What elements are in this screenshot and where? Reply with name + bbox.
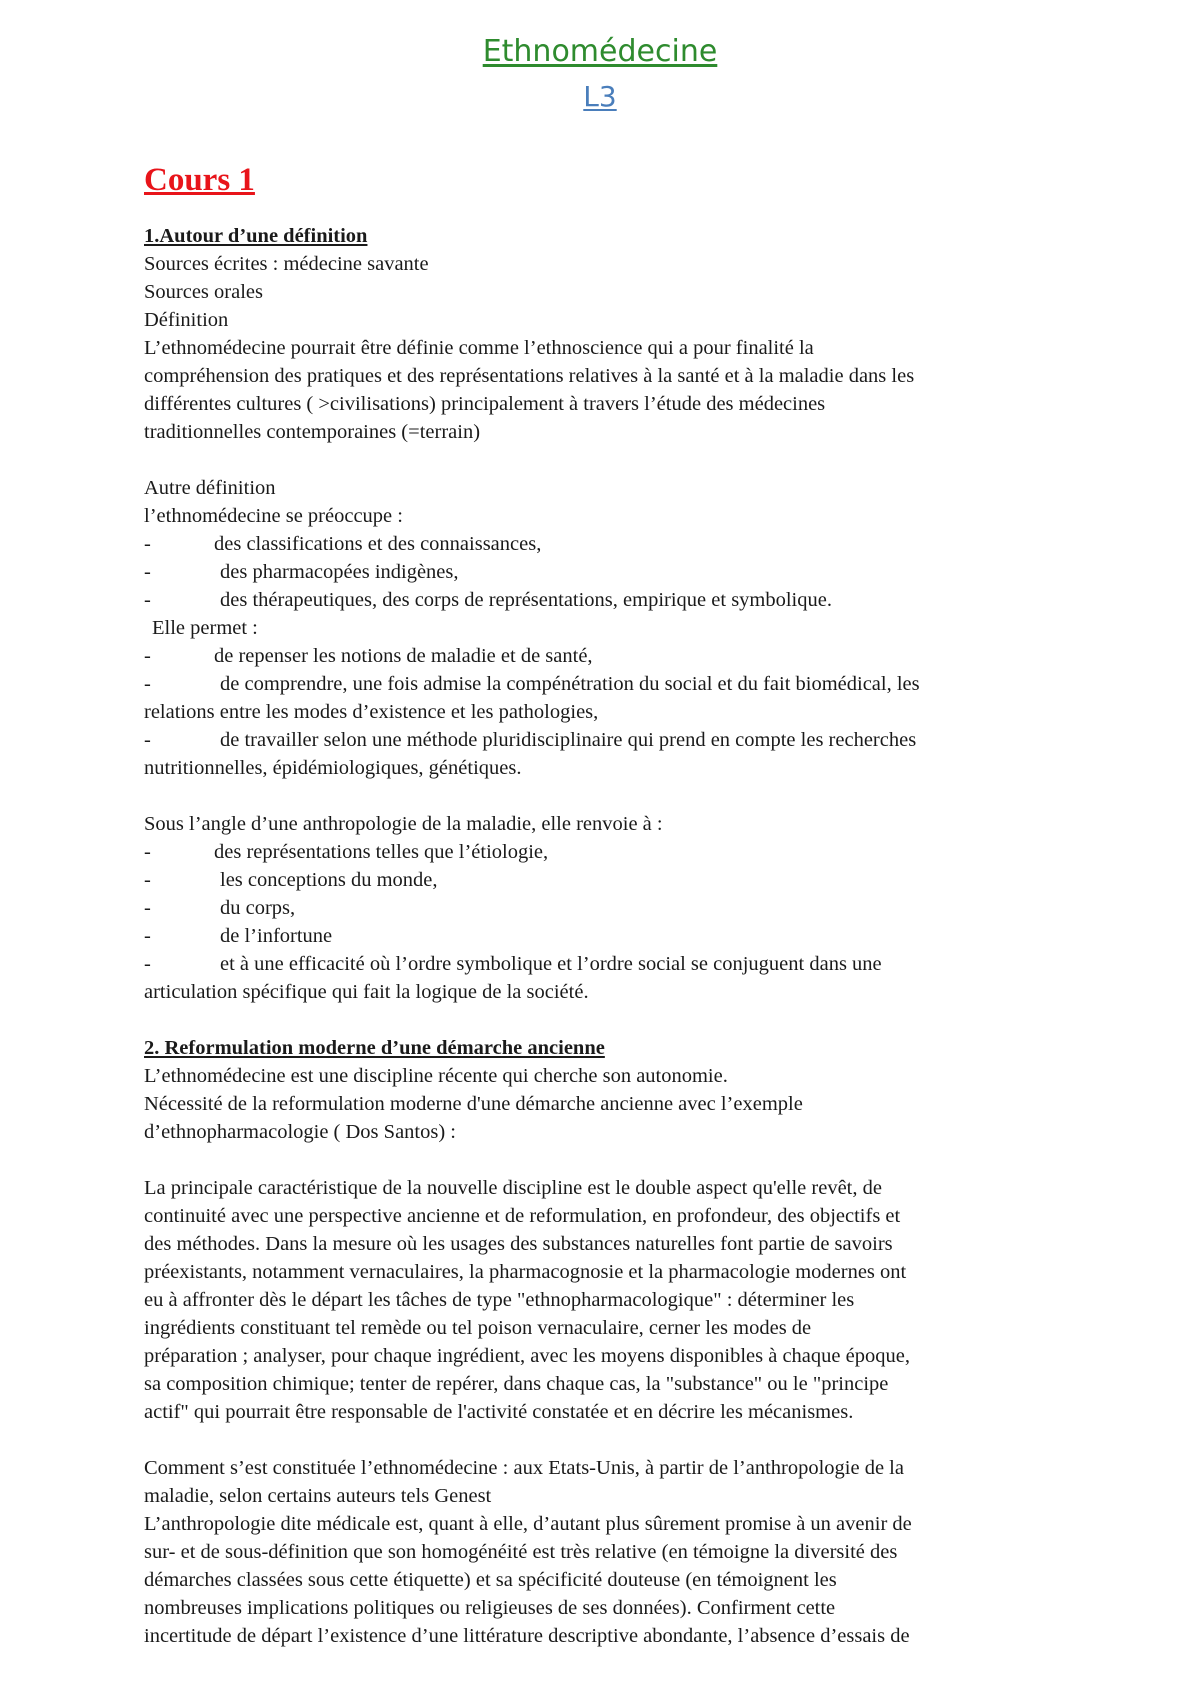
dash-marker: - [144,953,151,975]
text-line: articulation spécifique qui fait la logique de la société. [144,981,589,1003]
text-line: Comment s’est constituée l’ethnomédecine : aux Etats-Unis, à partir de l’anthropologie de la [144,1457,904,1479]
text-line: maladie, selon certains auteurs tels Genest [144,1485,492,1507]
list-item [144,894,1074,922]
text-line: continuité avec une perspective ancienne et de reformulation, en profondeur, des objectifs et [144,1205,901,1227]
text-line: relations entre les modes d’existence et les pathologies, [144,701,599,723]
list-item-text: des thérapeutiques, des corps de représentations, empirique et symbolique. [220,589,832,611]
dash-marker: - [144,869,151,891]
text-line: des méthodes. Dans la mesure où les usages des substances naturelles font partie de savoirs [144,1233,893,1255]
dash-marker: - [144,897,151,919]
text-line: L’ethnomédecine pourrait être définie comme l’ethnoscience qui a pour finalité la [144,337,814,359]
list-item-text: du corps, [220,897,296,919]
text-line: Sous l’angle d’une anthropologie de la maladie, elle renvoie à : [144,813,663,835]
list-item [144,950,1074,978]
section-heading-2: 2. Reformulation moderne d’une démarche ancienne [144,1037,605,1059]
text-line: nombreuses implications politiques ou religieuses de ses données). Confirment cette [144,1597,836,1619]
text-line: L’ethnomédecine est une discipline récente qui cherche son autonomie. [144,1065,728,1087]
list-item [144,726,1074,754]
list-item [144,922,1074,950]
list-item-text: des classifications et des connaissances, [214,533,542,555]
text-line: sur- et de sous-définition que son homogénéité est très relative (en témoigne la diversité des [144,1541,898,1563]
list-item-text: de travailler selon une méthode pluridisciplinaire qui prend en compte les recherches [220,729,917,751]
list-item-text: de comprendre, une fois admise la compénétration du social et du fait biomédical, les [220,673,920,695]
dash-marker: - [144,561,151,583]
list-item-text: des pharmacopées indigènes, [220,561,459,583]
document-title: Ethnomédecine [482,34,718,69]
text-line: d’ethnopharmacologie ( Dos Santos) : [144,1121,456,1143]
spacer [144,1426,1074,1454]
text-line: Autre définition [144,477,276,499]
list-item-text: et à une efficacité où l’ordre symbolique et l’ordre social se conjuguent dans une [220,953,882,975]
text-line: sa composition chimique; tenter de repérer, dans chaque cas, la "substance" ou le "principe [144,1373,889,1395]
list-item [144,586,1074,614]
list-item-text: les conceptions du monde, [220,869,438,891]
text-line: Elle permet : [152,617,258,639]
list-item [144,558,1074,586]
text-line: Sources orales [144,281,263,303]
text-line: actif" qui pourrait être responsable de l'activité constatée et en décrire les mécanismes. [144,1401,854,1423]
text-line: traditionnelles contemporaines (=terrain) [144,421,481,443]
dash-marker: - [144,533,151,555]
text-line: nutritionnelles, épidémiologiques, génétiques. [144,757,522,779]
text-line: compréhension des pratiques et des représentations relatives à la santé et à la maladie dans les [144,365,915,387]
document-subtitle: L3 [583,80,617,113]
text-line: l’ethnomédecine se préoccupe : [144,505,403,527]
list-item [144,866,1074,894]
text-line: préexistants, notamment vernaculaires, la pharmacognosie et la pharmacologie modernes ont [144,1261,907,1283]
text-line: Sources écrites : médecine savante [144,253,429,275]
dash-marker: - [144,645,151,667]
list-item [144,838,1074,866]
spacer [144,1146,1074,1174]
document-body [144,160,1074,1650]
spacer [144,782,1074,810]
dash-marker: - [144,925,151,947]
dash-marker: - [144,589,151,611]
list-item-text: des représentations telles que l’étiologie, [214,841,549,863]
dash-marker: - [144,729,151,751]
text-line: La principale caractéristique de la nouvelle discipline est le double aspect qu'elle revêt, de [144,1177,882,1199]
text-line: préparation ; analyser, pour chaque ingrédient, avec les moyens disponibles à chaque époque, [144,1345,910,1367]
text-line: Définition [144,309,229,331]
list-item [144,530,1074,558]
text-line: démarches classées sous cette étiquette) et sa spécificité douteuse (en témoignent les [144,1569,837,1591]
text-line: eu à affronter dès le départ les tâches de type "ethnopharmacologique" : déterminer les [144,1289,855,1311]
list-item-text: de repenser les notions de maladie et de santé, [214,645,593,667]
spacer [144,1006,1074,1034]
list-item-text: de l’infortune [220,925,333,947]
section-heading-1: 1.Autour d’une définition [144,225,368,247]
text-line: ingrédients constituant tel remède ou tel poison vernaculaire, cerner les modes de [144,1317,812,1339]
course-title: Cours 1 [144,162,255,198]
list-item [144,642,1074,670]
text-line: Nécessité de la reformulation moderne d'une démarche ancienne avec l’exemple [144,1093,803,1115]
spacer [144,446,1074,474]
list-item [144,670,1074,698]
dash-marker: - [144,841,151,863]
text-line: incertitude de départ l’existence d’une littérature descriptive abondante, l’absence d’essais de [144,1625,910,1647]
text-line: différentes cultures ( >civilisations) principalement à travers l’étude des médecines [144,393,826,415]
text-line: L’anthropologie dite médicale est, quant à elle, d’autant plus sûrement promise à un avenir de [144,1513,912,1535]
dash-marker: - [144,673,151,695]
